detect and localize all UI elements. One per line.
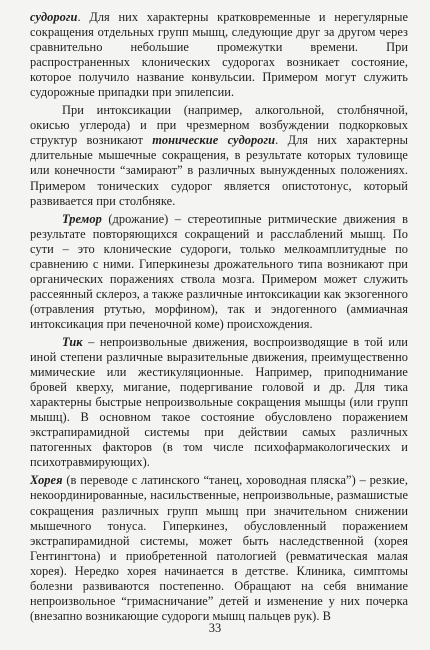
paragraph-text: . Для них характерны кратковременные и нерегулярные сокращения отдельных групп мышц, следующие друг за другом через сравнительно небольшие промежутки времени. При распространенных клонических судорогах возникает состояние, которое получило название конвульсии. Примером могут служить судорожные припадки при эпилепсии.	[30, 10, 408, 100]
term-chorea: Хорея	[30, 473, 63, 488]
term-tic: Тик	[62, 334, 83, 349]
paragraph-text: . Для них характерны длительные мышечные сокращения, в результате которых туловище или конечности “замирают” в различных вынужденных положениях. Примером тонических судорог является опистотонус, который развивается при столбняке.	[30, 133, 408, 208]
paragraph-clonic-seizures	[30, 10, 408, 100]
paragraph-chorea	[30, 473, 408, 623]
term-seizures: судороги	[30, 10, 78, 24]
paragraph-tic	[30, 335, 408, 470]
paragraph-text: При интоксикации (например, алкогольной, столбнячной, окисью углерода) и при чрезмерном возбуждении подкорковых структур возникают	[30, 103, 408, 148]
term-tonic-seizures: тонические судороги	[152, 133, 276, 148]
paragraph-text: – непроизвольные движения, воспроизводящие в той или иной степени различные выразительные движения, преимущественно мимические или жестикуляционные. Например, приподнимание бровей кверху, мигание, подергивание головой и др. Для тика характерны быстрые непроизвольные сокращения мышцы (или групп мышц). В основном такое состояние обусловлено поражением экстрапирамидной системы при действии самых различных патогенных факторов (в том числе психофармакологических и психотравмирующих).	[30, 334, 408, 470]
paragraph-text: (в переводе с латинского “танец, хороводная пляска”) – резкие, некоординированные, насильственные, непроизвольные, размашистые сокращения различных групп мышц при значительном снижении мышечного тонуса. Гиперкинез, обусловленный поражением экстрапирамидной системы, может быть наследственной (хорея Гентингтона) и приобретенной патологией (ревматическая малая хорея). Нередко хорея начинается в детстве. Клиника, симптомы болезни развиваются постепенно. Обращают на себя внимание непроизвольное “гримасничание” детей и изменение у них почерка (внезапно возникающие судороги мышц пальцев рук). В	[30, 473, 408, 623]
paragraph-tremor	[30, 212, 408, 332]
page-number: 33	[208, 621, 222, 635]
term-tremor: Тремор	[62, 211, 102, 226]
paragraph-tonic-seizures	[30, 103, 408, 208]
paragraph-text: (дрожание) – стереотипные ритмические движения в результате повторяющихся сокращений и расслаблений мышц. По сути – это клонические судороги, только мелкоамплитудные по сравнению с ними. Гиперкинезы дрожательного типа возникают при органических поражениях ствола мозга. Примером может служить рассеянный склероз, а также различные интоксикации как экзогенного (отравления ртутью, морфином), так и эндогенного (аммиачная интоксикация при печеночной коме) происхождения.	[30, 211, 408, 331]
